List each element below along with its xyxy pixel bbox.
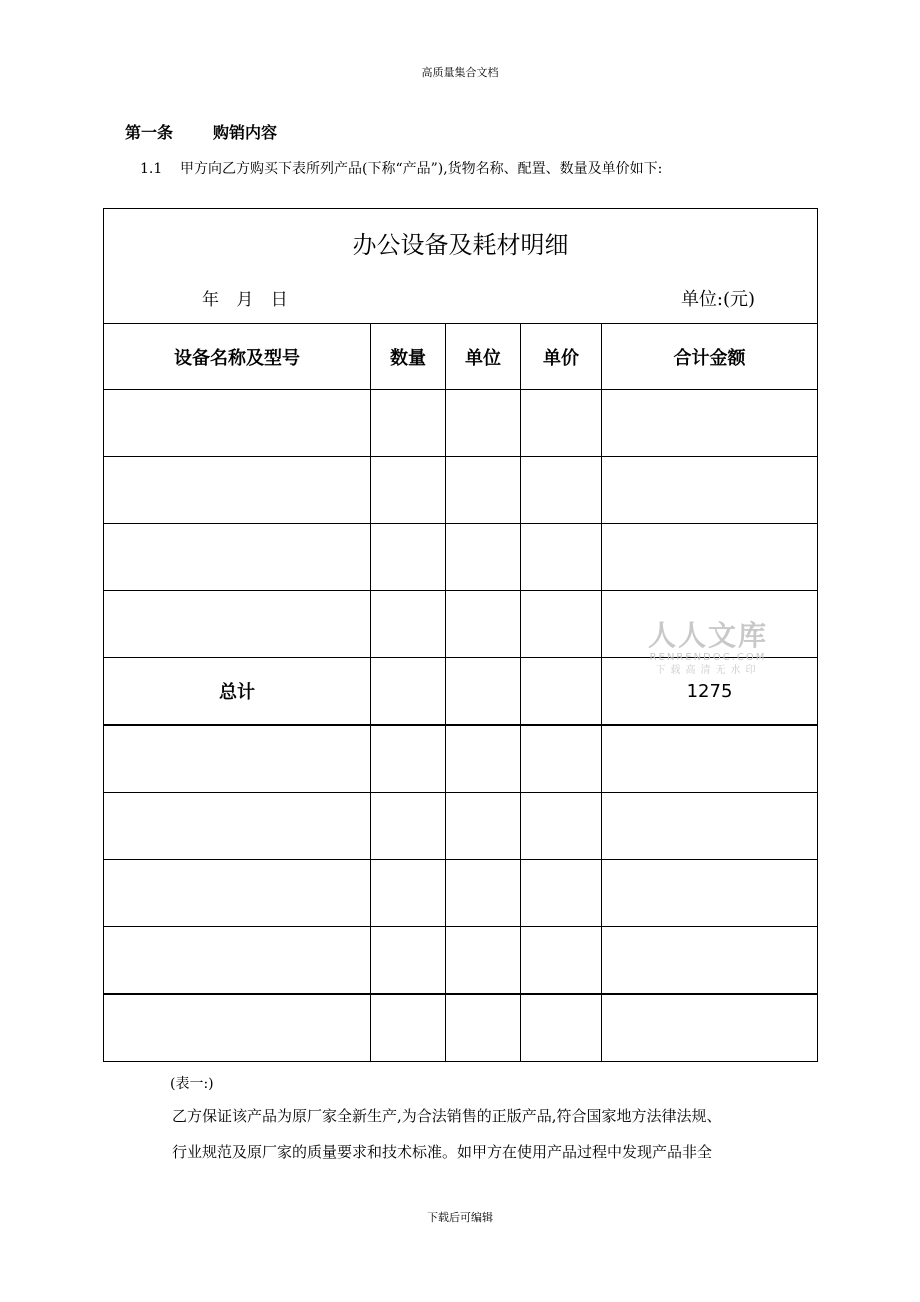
table-row xyxy=(104,457,818,524)
table-cell xyxy=(602,390,818,457)
table-cell xyxy=(602,994,818,1062)
table-cell xyxy=(521,658,602,726)
table-cell xyxy=(446,860,521,927)
table-header-row xyxy=(104,324,818,390)
page-header: 高质量集合文档 xyxy=(421,66,499,79)
table-cell xyxy=(521,457,602,524)
table-cell xyxy=(371,457,446,524)
article-heading xyxy=(125,120,277,143)
table-cell xyxy=(371,591,446,658)
table-cell xyxy=(371,994,446,1062)
article-title: 购销内容 xyxy=(213,123,278,142)
table-row xyxy=(104,793,818,860)
table-cell xyxy=(521,793,602,860)
column-header: 合计金额 xyxy=(602,324,818,390)
watermark-main-text: 人人文库 xyxy=(647,619,768,652)
table-cell xyxy=(446,524,521,591)
table-row xyxy=(104,725,818,793)
paragraph-line: 乙方保证该产品为原厂家全新生产,为合法销售的正版产品,符合国家地方法律法规、 xyxy=(172,1107,722,1125)
watermark-logo xyxy=(645,620,771,678)
table-cell xyxy=(104,860,371,927)
table-cell xyxy=(104,793,371,860)
table-row xyxy=(104,994,818,1062)
table-cell xyxy=(446,725,521,793)
watermark-sub-text: 下载高清无水印 xyxy=(655,665,761,676)
table-caption: (表一:) xyxy=(170,1076,214,1092)
clause-text: 甲方向乙方购买下表所列产品(下称“产品”),货物名称、配置、数量及单价如下: xyxy=(180,161,663,177)
column-header: 数量 xyxy=(371,324,446,390)
table-cell xyxy=(446,658,521,726)
column-header: 设备名称及型号 xyxy=(104,324,371,390)
total-label: 总计 xyxy=(104,658,371,726)
table-cell xyxy=(446,457,521,524)
unit-label: 单位:(元) xyxy=(680,289,756,310)
table-cell xyxy=(446,591,521,658)
column-header: 单位 xyxy=(446,324,521,390)
table-cell xyxy=(104,524,371,591)
table-cell xyxy=(602,725,818,793)
table-cell xyxy=(104,457,371,524)
table-cell xyxy=(371,658,446,726)
table-row xyxy=(104,860,818,927)
table-cell xyxy=(521,994,602,1062)
table-cell xyxy=(104,994,371,1062)
table-row xyxy=(104,927,818,995)
paragraph-line: 行业规范及原厂家的质量要求和技术标准。如甲方在使用产品过程中发现产品非全 xyxy=(172,1143,713,1161)
date-label: 年 月 日 xyxy=(202,290,288,310)
clause-1-1 xyxy=(140,158,662,178)
table-cell xyxy=(371,390,446,457)
total-amount: 1275 xyxy=(602,658,818,726)
table-meta xyxy=(104,275,818,324)
table-cell xyxy=(521,390,602,457)
table-row xyxy=(104,524,818,591)
table-cell xyxy=(521,860,602,927)
table-cell xyxy=(371,524,446,591)
table-cell xyxy=(371,927,446,995)
table-cell xyxy=(371,860,446,927)
table-cell xyxy=(371,725,446,793)
table-cell xyxy=(371,793,446,860)
table-cell xyxy=(446,994,521,1062)
watermark-site-text: RENRENDOC.COM xyxy=(649,652,767,663)
table-cell xyxy=(104,927,371,995)
table-cell xyxy=(602,860,818,927)
table-cell xyxy=(104,725,371,793)
table-cell xyxy=(104,390,371,457)
table-cell xyxy=(104,591,371,658)
table-cell xyxy=(521,591,602,658)
column-header: 单价 xyxy=(521,324,602,390)
clause-number: 1.1 xyxy=(140,161,163,177)
table-row xyxy=(104,390,818,457)
page-footer: 下载后可编辑 xyxy=(427,1211,493,1224)
table-cell xyxy=(446,927,521,995)
table-cell xyxy=(602,793,818,860)
table-cell xyxy=(446,793,521,860)
table-title: 办公设备及耗材明细 xyxy=(104,209,818,276)
article-number: 第一条 xyxy=(125,123,174,142)
table-cell xyxy=(521,725,602,793)
table-cell xyxy=(446,390,521,457)
table-cell xyxy=(602,524,818,591)
table-cell xyxy=(602,457,818,524)
table-cell xyxy=(521,524,602,591)
table-cell xyxy=(602,927,818,995)
table-cell xyxy=(521,927,602,995)
